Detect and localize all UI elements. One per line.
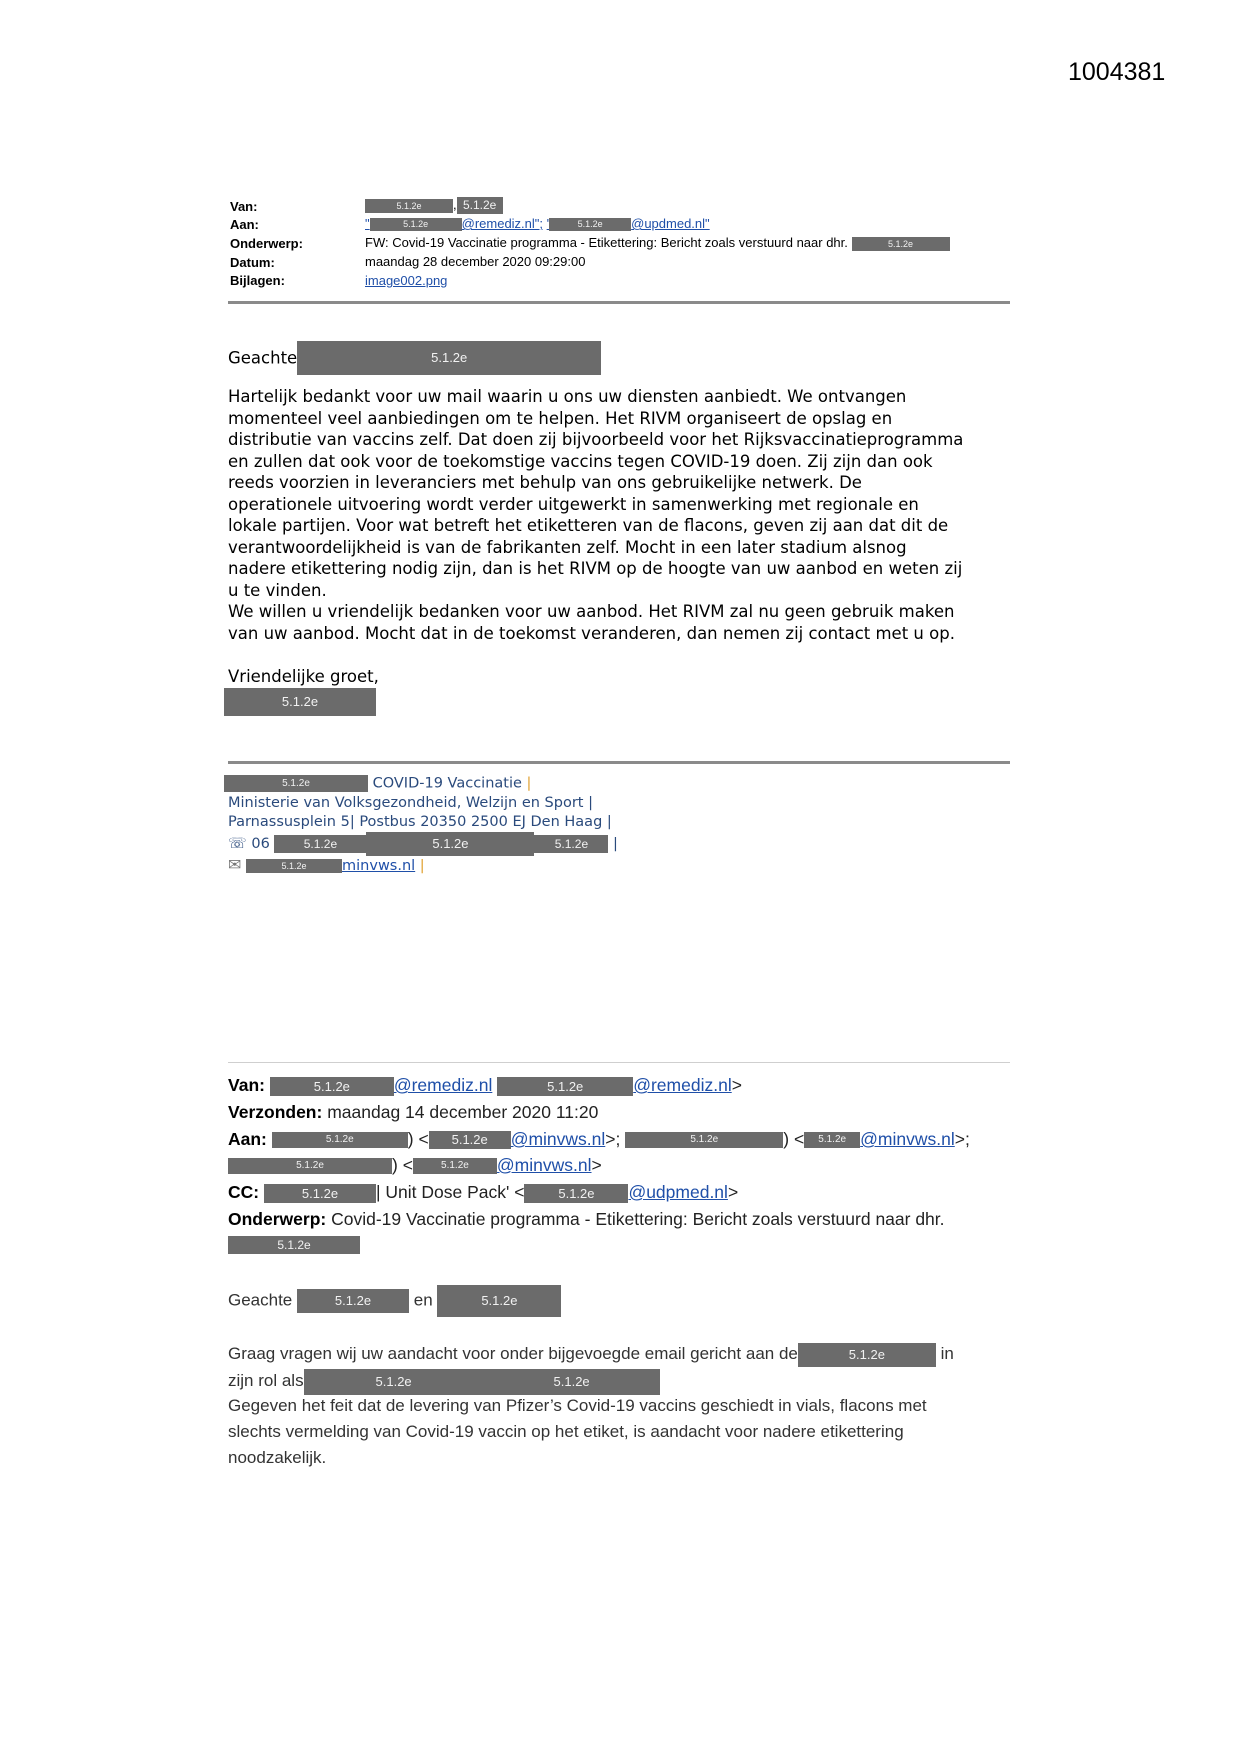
cc-domain[interactable]: @udpmed.nl <box>628 1182 728 1202</box>
from-domain-2[interactable]: @remediz.nl <box>633 1075 732 1095</box>
email2-paragraph-1: Graag vragen wij uw aandacht voor onder bijgevoegde email gericht aan de 5.1.2e in <box>228 1341 954 1367</box>
redaction-box: 5.1.2e <box>228 1158 392 1174</box>
email2-to-cont: 5.1.2e ) < 5.1.2e @minvws.nl> <box>228 1155 602 1176</box>
to-domain[interactable]: @minvws.nl <box>510 1129 606 1149</box>
from-value: 5.1.2e , 5.1.2e <box>365 197 503 214</box>
letter-line: lokale partijen. Voor wat betreft het etiketteren van de flacons, geven zij aan dat dit de <box>228 516 949 535</box>
redaction-box: 5.1.2e <box>274 835 366 853</box>
to-domain[interactable]: @minvws.nl <box>860 1129 955 1149</box>
signature-phone: ☏ 06 5.1.2e 5.1.2e 5.1.2e | <box>228 832 618 856</box>
redaction-box: 5.1.2e <box>524 1184 628 1203</box>
signature-dept: 5.1.2e COVID-19 Vaccinatie | <box>224 775 531 792</box>
letter-closing: Vriendelijke groet, <box>228 667 379 686</box>
redaction-box: 5.1.2e <box>224 688 376 716</box>
redaction-box: 5.1.2e <box>534 835 608 853</box>
forwarded-divider <box>228 1062 1010 1063</box>
subject-value: FW: Covid-19 Vaccinatie programma - Etikettering: Bericht zoals verstuurd naar dhr. 5.1.2e <box>365 235 950 251</box>
paragraph-line: slechts vermelding van Covid-19 vaccin op het etiket, is aandacht voor nadere etikettering <box>228 1422 904 1441</box>
document-number: 1004381 <box>1068 58 1166 86</box>
letter-line: Hartelijk bedankt voor uw mail waarin u ons uw diensten aanbiedt. We ontvangen <box>228 387 907 406</box>
signature-email: ✉ 5.1.2e minvws.nl | <box>228 855 425 874</box>
to-domain-1[interactable]: @remediz.nl"; <box>461 216 544 231</box>
redaction-box: 5.1.2e <box>549 218 631 231</box>
redaction-box: 5.1.2e <box>272 1132 408 1148</box>
redaction-box: 5.1.2e <box>246 859 342 873</box>
redaction-box: 5.1.2e <box>366 832 534 856</box>
subject-label: Onderwerp: <box>230 236 303 251</box>
redaction-box: 5.1.2e <box>304 1369 484 1395</box>
redaction-box: 5.1.2e <box>497 1077 633 1096</box>
email2-paragraph-1-line2: zijn rol als 5.1.2e 5.1.2e <box>228 1368 660 1395</box>
phone-icon: ☏ <box>228 834 247 852</box>
email2-subject-cont <box>228 1236 360 1254</box>
redaction-box: 5.1.2e <box>437 1285 561 1317</box>
redaction-box: 5.1.2e <box>625 1132 783 1148</box>
redaction-box: 5.1.2e <box>365 199 453 213</box>
attachment-link[interactable]: image002.png <box>365 273 448 288</box>
letter-salutation: Geachte 5.1.2e <box>228 341 601 375</box>
date-value: maandag 28 december 2020 09:29:00 <box>365 254 586 269</box>
envelope-icon: ✉ <box>228 855 242 874</box>
signature-divider <box>228 761 1010 764</box>
from-label: Van: <box>230 199 258 214</box>
redaction-box: 5.1.2e <box>228 1236 360 1254</box>
letter-line: reeds voorzien in leveranciers met behulp van ons gebruikelijke netwerk. De <box>228 473 862 492</box>
redaction-box: 5.1.2e <box>413 1158 497 1174</box>
email2-paragraph-2 <box>228 1393 927 1471</box>
paragraph-line: Gegeven het feit dat de levering van Pfizer’s Covid-19 vaccins geschiedt in vials, flacons met <box>228 1396 927 1415</box>
redaction-box: 5.1.2e <box>852 237 950 251</box>
letter-line: van uw aanbod. Mocht dat in de toekomst veranderen, dan nemen zij contact met u op. <box>228 623 955 643</box>
letter-line: We willen u vriendelijk bedanken voor uw aanbod. Het RIVM zal nu geen gebruik maken <box>228 602 955 621</box>
letter-body <box>228 386 963 644</box>
to-value: " 5.1.2e @remediz.nl"; ' 5.1.2e @updmed.nl" <box>365 216 710 231</box>
signature-ministry: Ministerie van Volksgezondheid, Welzijn en Sport | <box>228 795 593 811</box>
redaction-box: 5.1.2e <box>297 1289 409 1313</box>
from-domain-1[interactable]: @remediz.nl <box>393 1075 493 1095</box>
to-label: Aan: <box>230 217 259 232</box>
redaction-box: 5.1.2e <box>798 1343 936 1367</box>
email2-cc: CC: 5.1.2e | Unit Dose Pack' < 5.1.2e @udpmed.nl> <box>228 1182 739 1202</box>
redaction-box: 5.1.2e <box>429 1131 511 1149</box>
redaction-box: 5.1.2e <box>804 1132 860 1148</box>
date-label: Datum: <box>230 255 275 270</box>
redaction-box: 5.1.2e <box>224 775 368 792</box>
paragraph-line: noodzakelijk. <box>228 1448 327 1467</box>
email2-subject: Onderwerp: Covid-19 Vaccinatie programma - Etikettering: Bericht zoals verstuurd naar dhr. <box>228 1209 945 1229</box>
letter-line: distributie van vaccins zelf. Dat doen zij bijvoorbeeld voor het Rijksvaccinatieprogramma <box>228 430 964 449</box>
letter-line: nadere etikettering nodig zijn, dan is het RIVM op de hoogte van uw aanbod en weten zij <box>228 559 963 578</box>
email2-salutation: Geachte 5.1.2e en 5.1.2e <box>228 1285 561 1317</box>
redaction-box: 5.1.2e <box>457 197 503 214</box>
email2-from: Van: 5.1.2e @remediz.nl 5.1.2e @remediz.nl> <box>228 1075 742 1095</box>
letter-line: operationele uitvoering wordt verder uitgewerkt in samenwerking met regionale en <box>228 494 919 514</box>
redaction-box: 5.1.2e <box>484 1369 660 1395</box>
letter-line: momenteel veel aanbiedingen om te helpen. Het RIVM organiseert de opslag en <box>228 408 893 428</box>
letter-line: en zullen dat ook voor de toekomstige vaccins tegen COVID-19 doen. Zij zijn dan ook <box>228 451 933 471</box>
signature-address: Parnassusplein 5| Postbus 20350 2500 EJ Den Haag | <box>228 814 612 830</box>
redaction-box: 5.1.2e <box>264 1184 376 1203</box>
to-domain[interactable]: @minvws.nl <box>496 1155 592 1175</box>
letter-line: u te vinden. <box>228 580 327 600</box>
email2-sent: Verzonden: maandag 14 december 2020 11:20 <box>228 1102 599 1122</box>
to-domain-2[interactable]: @updmed.nl" <box>631 216 710 231</box>
signer-name <box>224 688 376 716</box>
redaction-box: 5.1.2e <box>370 218 462 231</box>
email2-to: Aan: 5.1.2e ) < 5.1.2e @minvws.nl>; 5.1.2e ) < 5.1.2e @minvws.nl>; <box>228 1129 970 1149</box>
redaction-box: 5.1.2e <box>297 341 601 375</box>
redaction-box: 5.1.2e <box>270 1077 394 1096</box>
letter-line: verantwoordelijkheid is van de fabrikanten zelf. Mocht in een later stadium alsnog <box>228 537 907 557</box>
attachments-label: Bijlagen: <box>230 273 285 288</box>
email-domain-link[interactable]: minvws.nl <box>342 858 416 874</box>
header-divider <box>228 301 1010 304</box>
